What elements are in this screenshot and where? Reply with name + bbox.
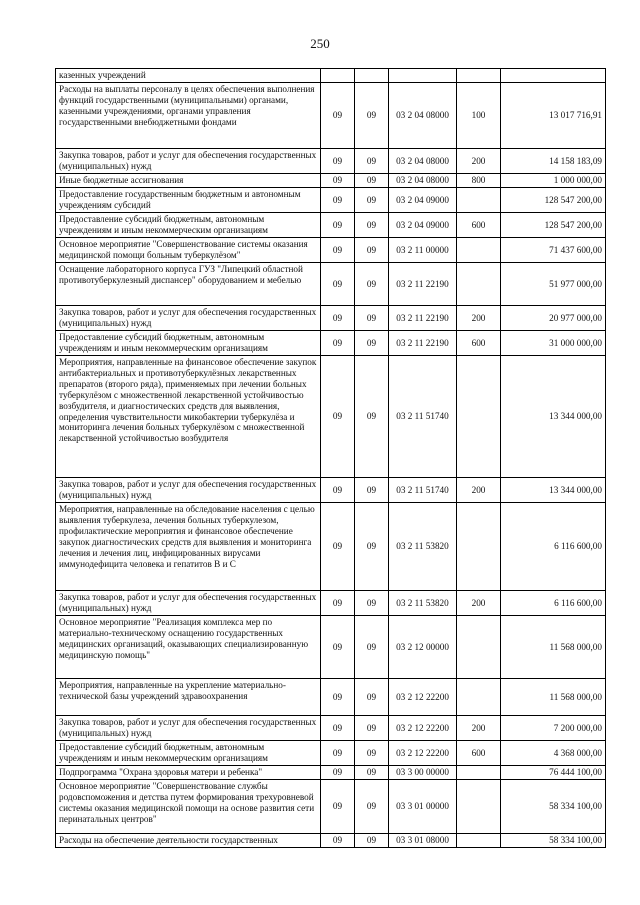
row-amount-cell: 71 437 600,00: [501, 238, 606, 263]
row-name-cell: Оснащение лабораторного корпуса ГУЗ "Липецкий областной противотуберкулезный диспансер" оборудованием и мебелью: [56, 263, 321, 306]
row-section-cell: 09: [321, 174, 355, 188]
row-name-cell: Закупка товаров, работ и услуг для обеспечения государственных (муниципальных) нужд: [56, 149, 321, 174]
row-type-cell: 200: [457, 306, 501, 331]
row-article-cell: 03 2 12 22200: [389, 716, 457, 741]
table-row: [56, 69, 606, 83]
row-article-cell: [389, 69, 457, 83]
row-amount-cell: 128 547 200,00: [501, 213, 606, 238]
row-type-cell: 600: [457, 741, 501, 766]
row-name-cell: Расходы на обеспечение деятельности государственных: [56, 834, 321, 848]
table-row: [56, 306, 606, 331]
row-amount-cell: [501, 69, 606, 83]
row-section-cell: 09: [321, 478, 355, 503]
row-amount-cell: 58 334 100,00: [501, 834, 606, 848]
row-subsection-cell: [355, 69, 389, 83]
table-row: [56, 263, 606, 306]
row-section-cell: 09: [321, 741, 355, 766]
row-amount-cell: 13 017 716,91: [501, 83, 606, 149]
row-type-cell: [457, 69, 501, 83]
row-section-cell: 09: [321, 188, 355, 213]
row-name-cell: Подпрограмма "Охрана здоровья матери и ребенка": [56, 766, 321, 780]
row-amount-cell: 6 116 600,00: [501, 503, 606, 591]
row-article-cell: 03 2 11 53820: [389, 503, 457, 591]
row-type-cell: [457, 780, 501, 834]
row-article-cell: 03 2 11 22190: [389, 263, 457, 306]
row-section-cell: 09: [321, 766, 355, 780]
row-type-cell: [457, 616, 501, 679]
row-section-cell: 09: [321, 356, 355, 478]
row-section-cell: 09: [321, 331, 355, 356]
row-type-cell: 200: [457, 591, 501, 616]
row-type-cell: [457, 503, 501, 591]
table-row: [56, 780, 606, 834]
row-subsection-cell: 09: [355, 188, 389, 213]
row-subsection-cell: 09: [355, 503, 389, 591]
row-amount-cell: 11 568 000,00: [501, 679, 606, 716]
row-article-cell: 03 2 12 22200: [389, 679, 457, 716]
row-type-cell: [457, 766, 501, 780]
table-row: [56, 503, 606, 591]
row-type-cell: 100: [457, 83, 501, 149]
row-article-cell: 03 2 11 22190: [389, 331, 457, 356]
row-article-cell: 03 2 12 22200: [389, 741, 457, 766]
row-amount-cell: 31 000 000,00: [501, 331, 606, 356]
row-amount-cell: 76 444 100,00: [501, 766, 606, 780]
row-section-cell: 09: [321, 591, 355, 616]
row-type-cell: 200: [457, 149, 501, 174]
row-type-cell: [457, 356, 501, 478]
row-type-cell: 600: [457, 213, 501, 238]
row-name-cell: Закупка товаров, работ и услуг для обеспечения государственных (муниципальных) нужд: [56, 306, 321, 331]
row-amount-cell: 11 568 000,00: [501, 616, 606, 679]
row-article-cell: 03 2 11 00000: [389, 238, 457, 263]
row-section-cell: 09: [321, 834, 355, 848]
row-name-cell: Предоставление субсидий бюджетным, автономным учреждениям и иным некоммерческим организациям: [56, 331, 321, 356]
table-row: [56, 188, 606, 213]
row-subsection-cell: 09: [355, 356, 389, 478]
table-row: [56, 356, 606, 478]
row-article-cell: 03 2 11 53820: [389, 591, 457, 616]
row-amount-cell: 58 334 100,00: [501, 780, 606, 834]
row-article-cell: 03 2 04 08000: [389, 174, 457, 188]
row-name-cell: Основное мероприятие "Совершенствование системы оказания медицинской помощи больным туберкулёзом": [56, 238, 321, 263]
row-subsection-cell: 09: [355, 741, 389, 766]
row-amount-cell: 4 368 000,00: [501, 741, 606, 766]
row-amount-cell: 7 200 000,00: [501, 716, 606, 741]
row-section-cell: 09: [321, 263, 355, 306]
row-name-cell: Расходы на выплаты персоналу в целях обеспечения выполнения функций государственными (муниципальными) органами, казенными учреждениями, органами управления государственными внебюджетными фондами: [56, 83, 321, 149]
row-section-cell: 09: [321, 83, 355, 149]
row-article-cell: 03 2 12 00000: [389, 616, 457, 679]
row-subsection-cell: 09: [355, 149, 389, 174]
row-article-cell: 03 3 01 00000: [389, 780, 457, 834]
row-amount-cell: 13 344 000,00: [501, 478, 606, 503]
table-row: [56, 478, 606, 503]
page-number: 250: [310, 36, 330, 51]
row-article-cell: 03 2 11 22190: [389, 306, 457, 331]
table-row: [56, 766, 606, 780]
row-subsection-cell: 09: [355, 834, 389, 848]
row-amount-cell: 6 116 600,00: [501, 591, 606, 616]
row-amount-cell: 1 000 000,00: [501, 174, 606, 188]
row-type-cell: 200: [457, 478, 501, 503]
row-article-cell: 03 2 11 51740: [389, 356, 457, 478]
row-section-cell: 09: [321, 616, 355, 679]
budget-table: [55, 68, 606, 848]
row-subsection-cell: 09: [355, 174, 389, 188]
row-name-cell: Закупка товаров, работ и услуг для обеспечения государственных (муниципальных) нужд: [56, 716, 321, 741]
row-name-cell: Мероприятия, направленные на укрепление материально-технической базы учреждений здравоохранения: [56, 679, 321, 716]
row-subsection-cell: 09: [355, 616, 389, 679]
row-name-cell: Предоставление субсидий бюджетным, автономным учреждениям и иным некоммерческим организациям: [56, 213, 321, 238]
table-row: [56, 238, 606, 263]
table-row: [56, 331, 606, 356]
row-subsection-cell: 09: [355, 766, 389, 780]
row-name-cell: Иные бюджетные ассигнования: [56, 174, 321, 188]
row-type-cell: [457, 238, 501, 263]
row-section-cell: 09: [321, 213, 355, 238]
row-subsection-cell: 09: [355, 331, 389, 356]
row-type-cell: [457, 679, 501, 716]
row-article-cell: 03 2 04 08000: [389, 83, 457, 149]
table-row: [56, 213, 606, 238]
row-name-cell: Основное мероприятие "Совершенствование службы родовспоможения и детства путем формирования трехуровневой системы оказания медицинской помощи на основе развития сети перинатальных центров": [56, 780, 321, 834]
row-article-cell: 03 2 11 51740: [389, 478, 457, 503]
table-row: [56, 741, 606, 766]
row-subsection-cell: 09: [355, 679, 389, 716]
row-section-cell: [321, 69, 355, 83]
row-amount-cell: 13 344 000,00: [501, 356, 606, 478]
table-row: [56, 174, 606, 188]
row-type-cell: [457, 834, 501, 848]
table-row: [56, 679, 606, 716]
row-section-cell: 09: [321, 780, 355, 834]
budget-table-body: [56, 69, 606, 848]
row-name-cell: Мероприятия, направленные на обследование населения с целью выявления туберкулеза, лечения больных туберкулезом, профилактические мероприятия и финансовое обеспечение закупок диагностических средств для выявления и мониторинга лечения и лечения лиц, инфицированных вирусами иммунодефицита человека и гепатитов В и С: [56, 503, 321, 591]
row-type-cell: 200: [457, 716, 501, 741]
row-article-cell: 03 2 04 09000: [389, 188, 457, 213]
row-subsection-cell: 09: [355, 263, 389, 306]
row-amount-cell: 14 158 183,09: [501, 149, 606, 174]
row-type-cell: [457, 188, 501, 213]
table-row: [56, 83, 606, 149]
row-subsection-cell: 09: [355, 478, 389, 503]
row-section-cell: 09: [321, 238, 355, 263]
row-subsection-cell: 09: [355, 716, 389, 741]
row-type-cell: 600: [457, 331, 501, 356]
row-section-cell: 09: [321, 716, 355, 741]
row-section-cell: 09: [321, 149, 355, 174]
row-article-cell: 03 3 01 08000: [389, 834, 457, 848]
row-subsection-cell: 09: [355, 591, 389, 616]
row-article-cell: 03 2 04 09000: [389, 213, 457, 238]
row-subsection-cell: 09: [355, 83, 389, 149]
row-section-cell: 09: [321, 503, 355, 591]
row-section-cell: 09: [321, 306, 355, 331]
row-section-cell: 09: [321, 679, 355, 716]
row-name-cell: Предоставление субсидий бюджетным, автономным учреждениям и иным некоммерческим организациям: [56, 741, 321, 766]
row-name-cell: Основное мероприятие "Реализация комплекса мер по материально-техническому оснащению государственных медицинских организаций, оказывающих специализированную медицинскую помощь": [56, 616, 321, 679]
row-subsection-cell: 09: [355, 213, 389, 238]
row-name-cell: казенных учреждений: [56, 69, 321, 83]
row-subsection-cell: 09: [355, 780, 389, 834]
row-name-cell: Закупка товаров, работ и услуг для обеспечения государственных (муниципальных) нужд: [56, 591, 321, 616]
row-article-cell: 03 2 04 08000: [389, 149, 457, 174]
table-row: [56, 149, 606, 174]
row-subsection-cell: 09: [355, 306, 389, 331]
row-article-cell: 03 3 00 00000: [389, 766, 457, 780]
row-name-cell: Мероприятия, направленные на финансовое обеспечение закупок антибактериальных и противотуберкулёзных лекарственных препаратов (второго ряда), применяемых при лечении больных туберкулёзом с множественной лекарственной устойчивостью возбудителя, и диагностических средств для выявления, определения чувствительности микобактерии туберкулёза и мониторинга лечения больных туберкулёзом с множественной лекарственной устойчивостью возбудителя: [56, 356, 321, 478]
row-type-cell: 800: [457, 174, 501, 188]
row-type-cell: [457, 263, 501, 306]
row-amount-cell: 51 977 000,00: [501, 263, 606, 306]
table-row: [56, 616, 606, 679]
row-amount-cell: 20 977 000,00: [501, 306, 606, 331]
table-row: [56, 591, 606, 616]
row-amount-cell: 128 547 200,00: [501, 188, 606, 213]
row-subsection-cell: 09: [355, 238, 389, 263]
table-row: [56, 716, 606, 741]
row-name-cell: Закупка товаров, работ и услуг для обеспечения государственных (муниципальных) нужд: [56, 478, 321, 503]
table-row: [56, 834, 606, 848]
row-name-cell: Предоставление государственным бюджетным и автономным учреждениям субсидий: [56, 188, 321, 213]
